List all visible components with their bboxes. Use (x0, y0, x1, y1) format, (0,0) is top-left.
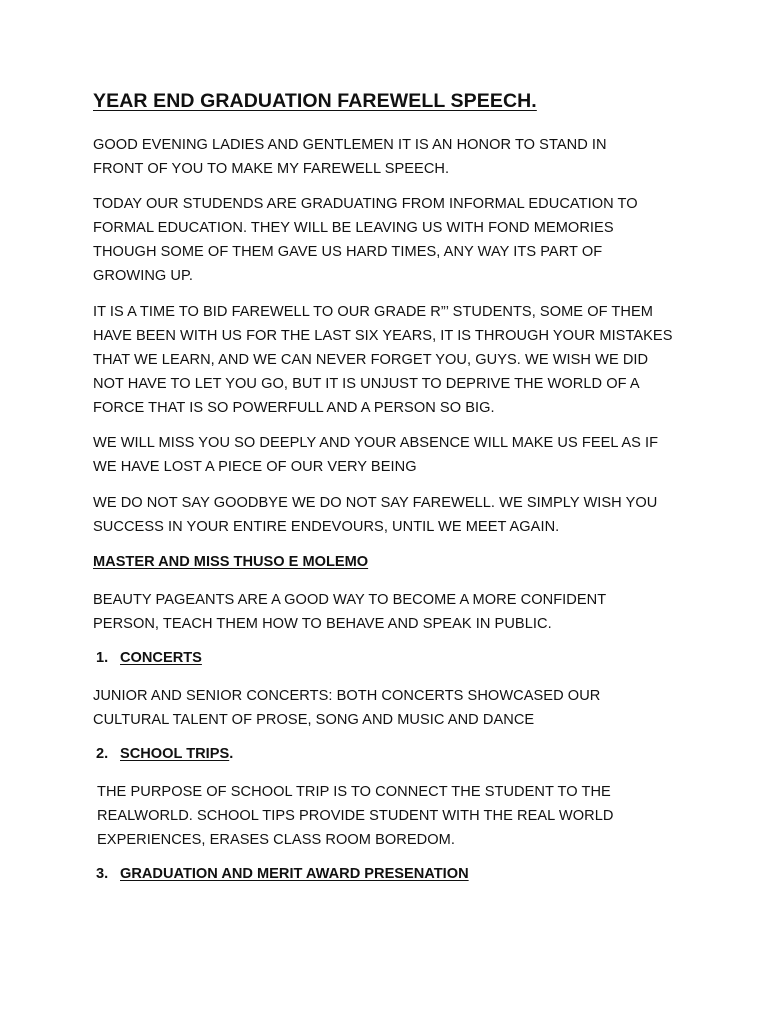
paragraph-concerts (93, 684, 693, 732)
text-line: CULTURAL TALENT OF PROSE, SONG AND MUSIC AND DANCE (93, 712, 535, 728)
text-line: TODAY OUR STUDENDS ARE GRADUATING FROM INFORMAL EDUCATION TO (93, 196, 638, 212)
paragraph-graduating (93, 192, 693, 288)
document-title: YEAR END GRADUATION FAREWELL SPEECH. (93, 90, 537, 112)
section-heading-pageant: MASTER AND MISS THUSO E MOLEMO (93, 554, 369, 570)
text-line: BEAUTY PAGEANTS ARE A GOOD WAY TO BECOME A MORE CONFIDENT (93, 592, 607, 608)
text-line: REALWORLD. SCHOOL TIPS PROVIDE STUDENT WITH THE REAL WORLD (97, 808, 614, 824)
text-line: THOUGH SOME OF THEM GAVE US HARD TIMES, ANY WAY ITS PART OF (93, 244, 603, 260)
text-line: GOOD EVENING LADIES AND GENTLEMEN IT IS AN HONOR TO STAND IN (93, 137, 607, 153)
text-line: GROWING UP. (93, 268, 194, 284)
text-line: HAVE BEEN WITH US FOR THE LAST SIX YEARS, IT IS THROUGH YOUR MISTAKES (93, 328, 673, 344)
text-line: JUNIOR AND SENIOR CONCERTS: BOTH CONCERTS SHOWCASED OUR (93, 688, 601, 704)
text-line: FRONT OF YOU TO MAKE MY FAREWELL SPEECH. (93, 161, 450, 177)
text-line: FORMAL EDUCATION. THEY WILL BE LEAVING US WITH FOND MEMORIES (93, 220, 614, 236)
text-line: FORCE THAT IS SO POWERFULL AND A PERSON SO BIG. (93, 400, 495, 416)
text-line: IT IS A TIME TO BID FAREWELL TO OUR GRADE R”’ STUDENTS, SOME OF THEM (93, 304, 653, 320)
list-item-heading: CONCERTS (120, 650, 202, 666)
paragraph-farewell (93, 300, 693, 420)
list-item-school-trips (96, 746, 233, 762)
list-item-concerts (96, 650, 202, 666)
list-number: 2. (96, 746, 109, 762)
text-line: SUCCESS IN YOUR ENTIRE ENDEVOURS, UNTIL WE MEET AGAIN. (93, 519, 560, 535)
text-line: WE DO NOT SAY GOODBYE WE DO NOT SAY FAREWELL. WE SIMPLY WISH YOU (93, 495, 658, 511)
text-line: THE PURPOSE OF SCHOOL TRIP IS TO CONNECT THE STUDENT TO THE (97, 784, 611, 800)
text-line: WE HAVE LOST A PIECE OF OUR VERY BEING (93, 459, 417, 475)
list-item-suffix: . (229, 746, 234, 762)
paragraph-school-trips (97, 780, 697, 852)
list-item-graduation (96, 866, 469, 882)
text-line: THAT WE LEARN, AND WE CAN NEVER FORGET YOU, GUYS. WE WISH WE DID (93, 352, 649, 368)
list-number: 1. (96, 650, 109, 666)
list-number: 3. (96, 866, 109, 882)
paragraph-pageant (93, 588, 693, 636)
paragraph-miss-you (93, 431, 693, 479)
list-item-heading: SCHOOL TRIPS (120, 746, 230, 762)
text-line: NOT HAVE TO LET YOU GO, BUT IT IS UNJUST TO DEPRIVE THE WORLD OF A (93, 376, 640, 392)
list-item-heading: GRADUATION AND MERIT AWARD PRESENATION (120, 866, 469, 882)
text-line: EXPERIENCES, ERASES CLASS ROOM BOREDOM. (97, 832, 455, 848)
paragraph-goodbye (93, 491, 693, 539)
text-line: PERSON, TEACH THEM HOW TO BEHAVE AND SPEAK IN PUBLIC. (93, 616, 552, 632)
paragraph-greeting (93, 133, 693, 181)
text-line: WE WILL MISS YOU SO DEEPLY AND YOUR ABSENCE WILL MAKE US FEEL AS IF (93, 435, 659, 451)
